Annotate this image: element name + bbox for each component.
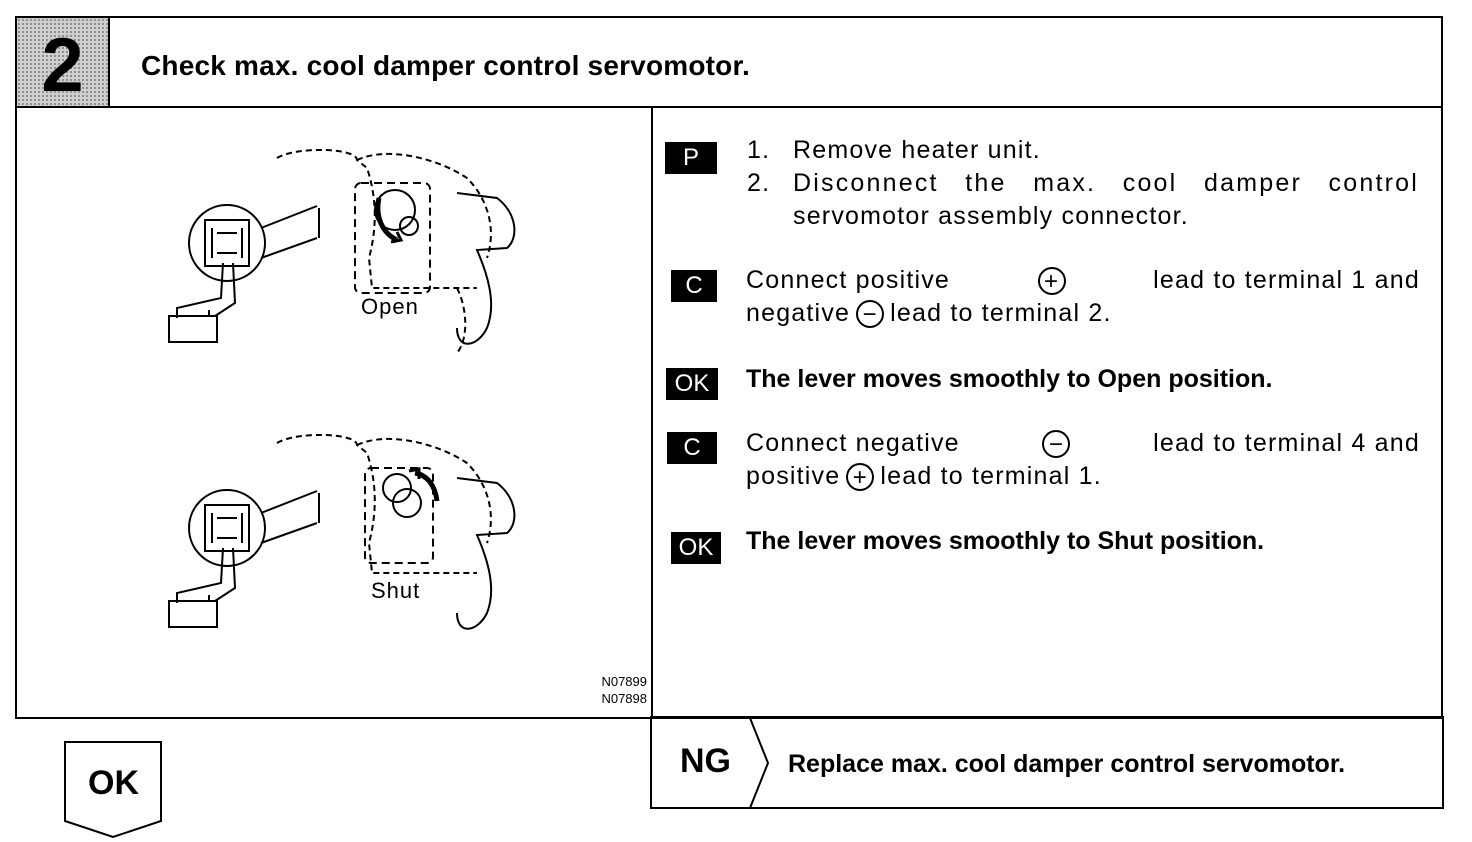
chevron-right-icon (748, 718, 772, 808)
check1-text-c: negative (746, 299, 851, 327)
figure-code: N07899 (601, 674, 647, 689)
check2-text-b: lead to terminal 4 and (1153, 429, 1420, 457)
negative-symbol: − (1042, 430, 1070, 458)
ng-label: NG (680, 742, 731, 780)
positive-symbol: + (1038, 267, 1066, 295)
check2-line2 (746, 462, 1102, 491)
positive-symbol: + (846, 463, 874, 491)
servomotor-illustration (157, 138, 537, 678)
prep-step-2-line2: servomotor assembly connector. (793, 202, 1189, 230)
check1-line2 (746, 299, 1112, 328)
step-number: 2 (41, 23, 84, 108)
check1-text-d: lead to terminal 2. (890, 299, 1112, 327)
open-diagram (169, 150, 514, 353)
ok-tag: OK (671, 532, 721, 564)
check1-text-b: lead to terminal 1 and (1153, 266, 1420, 294)
ok2-text: The lever moves smoothly to Shut position. (746, 527, 1265, 555)
check-tag: C (671, 270, 717, 302)
step-number-2: 2. (747, 169, 771, 197)
check1-text-a: Connect positive (746, 266, 951, 294)
ng-action-text: Replace max. cool damper control servomotor. (788, 750, 1346, 778)
shut-diagram (169, 435, 514, 629)
step-body (15, 106, 1443, 719)
open-label: Open (361, 294, 419, 319)
check2-text-a: Connect negative (746, 429, 960, 457)
step-number-1: 1. (747, 136, 771, 164)
check2-text-d: lead to terminal 1. (880, 462, 1102, 490)
ok-result-label: OK (88, 764, 139, 802)
ok-tag: OK (666, 368, 718, 400)
ok1-text: The lever moves smoothly to Open position. (746, 365, 1273, 393)
prep-step-2-line1: Disconnect the max. cool damper control (793, 169, 1419, 197)
step-header (15, 16, 1443, 108)
check1-line1 (746, 266, 1420, 295)
shut-label: Shut (371, 578, 421, 603)
check-tag: C (667, 432, 717, 464)
check2-line1 (746, 429, 1420, 458)
step-number-box (17, 18, 110, 108)
ng-result-box (650, 716, 1444, 809)
column-divider (651, 108, 653, 717)
step-title: Check max. cool damper control servomotor. (141, 50, 751, 81)
prep-step-1: Remove heater unit. (793, 136, 1041, 164)
negative-symbol: − (856, 300, 884, 328)
prep-tag: P (665, 142, 717, 174)
check2-text-c: positive (746, 462, 841, 490)
figure-code: N07898 (601, 691, 647, 706)
